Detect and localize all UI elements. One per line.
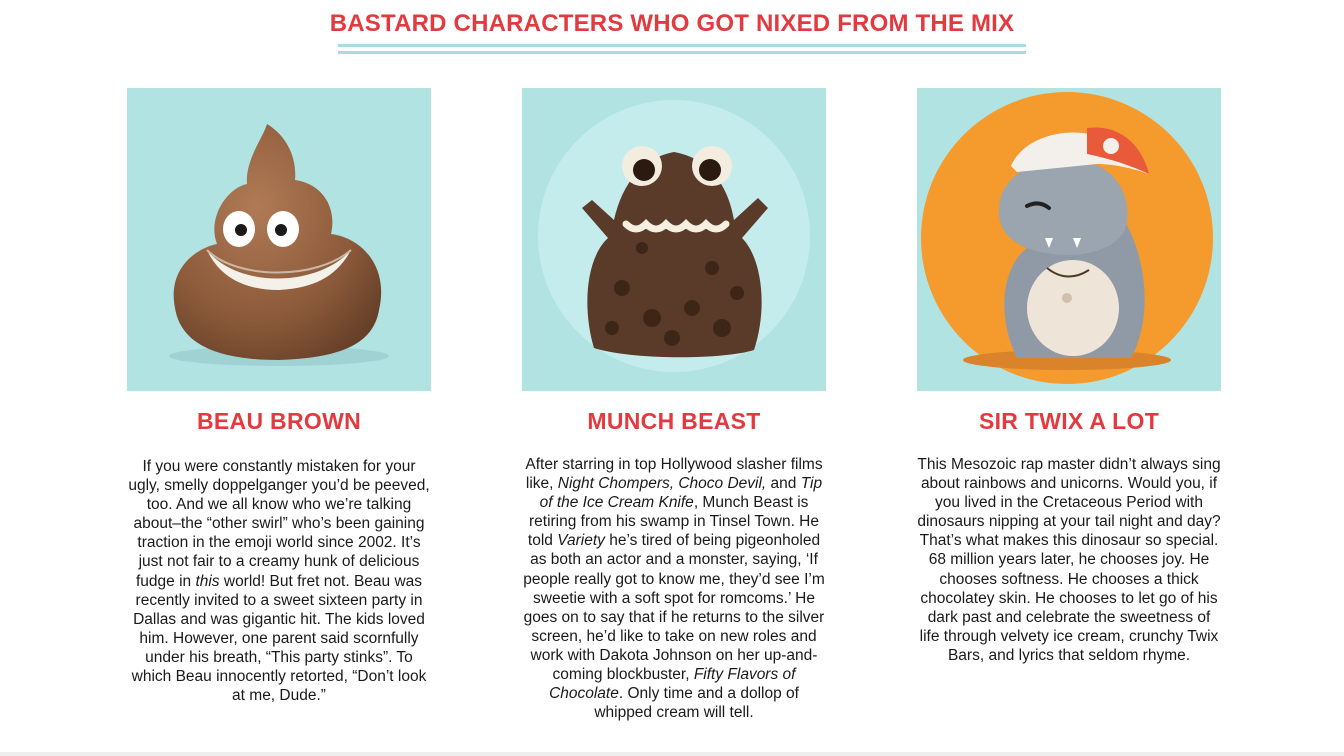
beau-brown-image [127, 88, 431, 391]
italic-text: Tip of the Ice Cream Knife [539, 475, 823, 512]
munch-beast-image [522, 88, 826, 391]
title-divider [338, 44, 1026, 56]
body-text: If you were constantly mistaken for your ugly, smelly doppelganger you’d be peeved, too. And we all know who we’re talking about–the “other swirl” who’s been gaining traction in the emoji world since 2002. It’s just not fair to a creamy hunk of delicious fudge in [128, 458, 430, 590]
sir-twix-a-lot-description [917, 455, 1221, 665]
munch-beast-name: MUNCH BEAST [587, 408, 761, 434]
italic-text: Variety [557, 532, 605, 550]
character-card-munch-beast [522, 88, 826, 722]
body-text: After starring in top Hollywood slasher films like, [525, 456, 823, 493]
body-text: This Mesozoic rap master didn’t always sing about rainbows and unicorns. Would you, if you lived in the Cretaceous Period with dinosaurs nipping at your tail night and day? That’s what makes this dinosaur so special. 68 million years later, he chooses joy. He chooses softness. He chooses a thick chocolatey skin. He chooses to let go of his dark past and celebrate the sweetness of life through velvety ice cream, crunchy Twix Bars, and lyrics that seldom rhyme. [917, 456, 1221, 664]
body-text: , Munch Beast is retiring from his swamp in Tinsel Town. He told [527, 494, 819, 550]
sir-twix-a-lot-image [917, 88, 1221, 391]
body-text: world! But fret not. Beau was recently invited to a sweet sixteen party in Dallas and was gigantic hit. The kids loved him. However, one parent said scornfully under his breath, “This party stinks”. To which Beau innocently retorted, “Don’t look at me, Dude.” [131, 572, 427, 705]
footer-strip [0, 752, 1344, 756]
italic-text: Night Chompers, Choco Devil, [557, 475, 767, 493]
body-text: he’s tired of being pigeonholed as both an actor and a monster, saying, ‘If people really got to know me, they’d see I’m sweetie with a soft spot for romcoms.’ He goes on to say that if he returns to the silver screen, he’d like to take on new roles and work with Dakota Johnson on her up-and-coming blockbuster, [523, 532, 825, 684]
character-card-sir-twix-a-lot [917, 88, 1221, 665]
italic-text: Fifty Flavors of Chocolate [549, 666, 796, 703]
page-title: BASTARD CHARACTERS WHO GOT NIXED FROM THE MIX [329, 10, 1015, 37]
character-card-beau-brown [127, 88, 431, 705]
italic-text: this [195, 572, 220, 590]
munch-beast-description [522, 455, 826, 722]
body-text: and [766, 475, 801, 493]
sir-twix-a-lot-name: SIR TWIX A LOT [978, 408, 1160, 434]
beau-brown-description [127, 457, 431, 705]
beau-brown-name: BEAU BROWN [197, 408, 361, 434]
body-text: . Only time and a dollop of whipped cream will tell. [594, 685, 799, 722]
